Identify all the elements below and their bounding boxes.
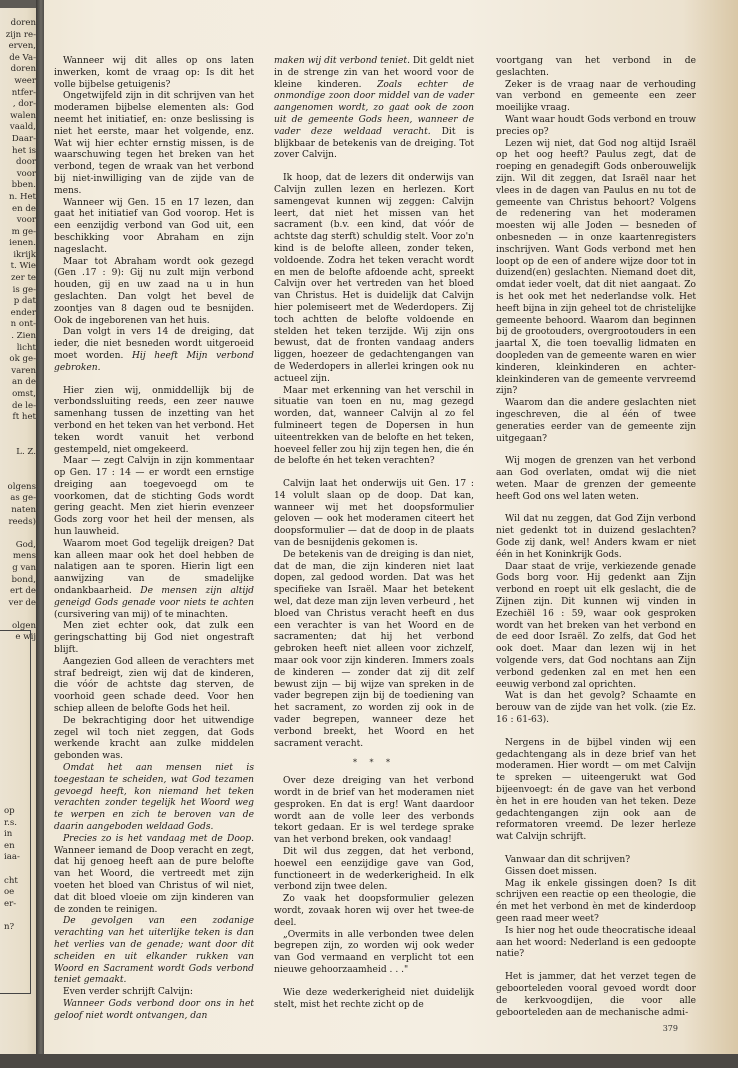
body-text: Ongetwijfeld zijn in dit schrijven van het moderamen bijbelse elementen als: God neemt het initiatief, en: onze beslissing is niet het eerste, maar het volgende, enz. Wat wij hier echter ernstig missen, is de waarschuwing tegen het breken van het verbond, tegen de wraak van het verbond bij niet-inwilliging van de zijde van de mens. (54, 91, 254, 196)
paragraph (54, 327, 254, 374)
fragment-line: . Zien (11, 331, 36, 342)
paragraph (274, 479, 474, 550)
fragment-line: er- (4, 898, 17, 909)
body-text: Mag ik enkele gissingen doen? Is dit schrijven een reactie op een theologie, die én met het verbond èn met de kinderdoop geen raad meer weet? (496, 878, 696, 924)
left-page-box-fragments (4, 806, 32, 934)
fragment-line: bond, (11, 574, 36, 585)
paragraph (496, 972, 696, 1019)
fragment-line: de Va- (9, 52, 36, 63)
body-text: (cursivering van mij) of te minachten. (54, 609, 229, 620)
fragment-line: olgens (7, 481, 36, 492)
fragment-line: n. Het (8, 191, 36, 202)
paragraph (54, 834, 254, 917)
body-text: Calvijn laat het onderwijs uit Gen. 17 : 14 volult slaan op de doop. Dat kan, wanneer wij met het doopsformulier geloven — ook het moderamen citeert het doopsformulier — dat de doop in de plaats van de besnijdenis gekomen is. (274, 479, 474, 549)
fragment-line: Daar- (11, 133, 36, 144)
body-text: Wie deze wederkerigheid niet duidelijk stelt, mist het rechte zicht op de (274, 987, 474, 1010)
paragraph (54, 456, 254, 539)
section-separator: * * * (352, 758, 396, 768)
page-number: 379 (662, 1024, 678, 1033)
fragment-line: zijn re- (5, 29, 36, 40)
body-text: Zo vaak het doopsformulier gelezen wordt, zovaak horen wij over het twee-de deel. (274, 894, 474, 928)
text-column-1 (54, 56, 254, 1023)
fragment-line: an de (12, 377, 36, 388)
fragment-line: n ont- (10, 319, 36, 330)
fragment-line: weer (14, 75, 36, 86)
bottom-shadow (0, 1054, 738, 1068)
body-text: Dit wil dus zeggen, dat het verbond, hoewel een eenzijdige gave van God, functioneert in de wederkerigheid. In elk verbond zijn twee delen. (274, 847, 474, 893)
text-column-2 (274, 56, 474, 1011)
body-text: Over deze dreiging van het verbond wordt in de brief van het moderamen niet gesproken. En dat is erg! Want daardoor wordt aan de volle leer des verbonds tekort gedaan. Er is wel terdege sprake van het verbond breken, ook vandaag! (274, 776, 474, 846)
fragment-line: voor (16, 168, 36, 179)
body-text: Wanneer wij Gen. 15 en 17 lezen, dan gaat het initiatief van God voorop. Het is een eenzijdig verbond van God uit, een beschikking voor Abraham en zijn nageslacht. (54, 197, 254, 255)
fragment-line: omst, (12, 389, 36, 399)
paragraph (496, 926, 696, 961)
fragment-line: varen (11, 365, 36, 376)
paragraph (496, 855, 696, 867)
fragment-line: naten (11, 504, 36, 515)
fragment-line: voor (16, 215, 36, 226)
paragraph (54, 56, 254, 91)
paragraph (274, 776, 474, 847)
fragment-line: olgen (11, 620, 36, 631)
paragraph (54, 763, 254, 834)
fragment-line (2, 435, 36, 447)
fragment-line (2, 459, 36, 471)
paragraph (54, 657, 254, 716)
italic-text: Precies zo is het vandaag met de Doop. (63, 833, 254, 844)
body-text: Dan volgt in vers 14 de dreiging, dat ieder, die niet besneden wordt uitgeroeid moet worden. (54, 327, 254, 361)
italic-text: De gevolgen van een zodanige verachting van het uiterlijke teken is dan het verlies van de genade; want door dit scheiden en uit elkander rukken van Woord en Sacrament wordt Gods verbond teniet gemaakt. (54, 916, 254, 986)
fragment-line: ver de (8, 597, 36, 608)
fragment-line: erven, (8, 41, 36, 52)
paragraph (54, 916, 254, 987)
paragraph (496, 879, 696, 926)
body-text: Waarom dan die andere geslachten niet ingeschreven, die al één of twee generaties eerder van de gemeente zijn uitgegaan? (496, 398, 696, 444)
fragment-line: doren (10, 18, 36, 28)
fragment-line: ok ge- (9, 354, 36, 365)
body-text: De bekrachtiging door het uitwendige zegel wil toch niet zeggen, dat Gods werkende kracht aan zulke middelen gebonden was. (54, 715, 254, 762)
left-page-edge (0, 8, 38, 1058)
fragment-line: vaald, (9, 122, 36, 133)
body-text: Is hier nog het oude theocratische ideaal aan het woord: Nederland is een gedoopte natie? (496, 925, 696, 960)
fragment-line (2, 528, 36, 540)
paragraph (54, 621, 254, 656)
body-text: Waarom moet God tegelijk dreigen? Dat kan alleen maar ook het doel hebben de nalatigen aan te sporen. Hierin ligt een aanwijzing van de smadelijke ondankbaarheid. (54, 538, 254, 597)
paragraph (54, 987, 254, 999)
fragment-line: ntfer- (11, 87, 36, 98)
fragment-line: mens (12, 551, 36, 562)
fragment-line: ender (10, 307, 36, 318)
fragment-line: en (4, 840, 15, 851)
fragment-line: oe (4, 887, 15, 898)
fragment-line: L. Z. (16, 446, 36, 457)
body-text: Dit geldt niet in de strenge zin van het woord voor de kleine kinderen. (274, 56, 474, 90)
paragraph (496, 738, 696, 844)
fragment-line: cht (4, 875, 18, 886)
body-text: Wanneer iemand de Doop veracht en zegt, dat hij genoeg heeft aan de pure belofte van het Woord, die vertreedt met zijn voeten het bloed van Christus of wil niet, dat dit bloed vloeie om zijn kinderen van de zonden te reinigen. (54, 845, 254, 915)
paragraph (496, 80, 696, 115)
paragraph (54, 198, 254, 257)
fragment-line: ikrijk (13, 249, 36, 260)
body-text: Hier zien wij, onmiddellijk bij de verbondssluiting reeds, een zeer nauwe samenhang tussen de inzetting van het verbond en het teken van het verbond. Het teken wordt vanuit het verbond gestempeld, niet omgekeerd. (54, 385, 254, 455)
paragraph (274, 894, 474, 929)
paragraph (54, 257, 254, 328)
paragraph (496, 691, 696, 726)
fragment-line (2, 609, 36, 621)
paragraph (54, 91, 254, 197)
body-text: Ik hoop, dat de lezers dit onderwijs van Calvijn zullen lezen en herlezen. Kort samengevat kunnen wij zeggen: Calvijn leert, dat niet het missen van het sacrament (b.v. een kind, dat vóór de achtste dag sterft) schuldig stelt. Voor zo'n kind is de belofte alleen, zonder teken, voldoende. Zodra het teken veracht wordt en men de belofte afdoende acht, spreekt Calvijn over het vertreden van het bloed van Christus. Het is duidelijk dat Calvijn hier polemiseert met de Wederdopers. Zij toch achtten de belofte voldoende en stelden het teken terzijde. Wij zijn ons bewust, dat de fronten vandaag anders liggen, hoezeer de gedachtengangen van de Wederdopers in allerlei kringen ook nu actueel zijn. (274, 173, 474, 384)
paragraph (274, 550, 474, 751)
fragment-line: doren (10, 64, 36, 75)
fragment-line: God, (15, 539, 36, 550)
body-text: Lezen wij niet, dat God nog altijd Israël op het oog heeft? Paulus zegt, dat de roeping en genadegift Gods onberouwelijk zijn. Wil dit zeggen, dat Israël naar het vlees in de dagen van Paulus en nu tot de gemeente van Christus behoort? Volgens de redenering van het moderamen moesten wij alle Joden — besneden of onbesneden — in onze kaartenregisters inschrijven. Want Gods verbond met hen loopt op de een of andere wijze door tot in duizend(en) geslachten. Niemand doet dit, omdat ieder voelt, dat dit niet aangaat. Zo is het ook met het nederlandse volk. Het heeft bijna in zijn geheel tot de christelijke gemeente behoord. Waarom dan beginnen bij de grootouders, overgrootouders in een jaartal X, die toen toevallig lidmaten en doopleden van de gemeente waren en wier kinderen, kleinkinderen en achter-kleinkinderen van de gemeente vervreemd zijn? (496, 138, 696, 397)
body-text: Daar staat de vrije, verkiezende genade Gods borg voor. Hij gedenkt aan Zijn verbond en roept uit elk geslacht, die de Zijnen zijn. Dit kunnen wij vinden in Ezechiël 16 : 59, waar ook gesproken wordt van het breken van het verbond en de eed door Israël. Zo zelfs, dat God het ook doet. Maar dan lezen wij in het volgende vers, dat God nochtans aan Zijn verbond gedenken zal en met hen een eeuwig verbond zal oprichten. (496, 561, 696, 690)
fragment-line: , dor- (12, 99, 36, 110)
fragment-line (2, 470, 36, 482)
text-column-3 (496, 56, 696, 1019)
fragment-line: door (16, 157, 36, 168)
body-text: Men ziet echter ook, dat zulk een geringschatting bij God niet ongestraft blijft. (54, 621, 254, 656)
body-text: voortgang van het verbond in de geslachten. (496, 56, 696, 78)
body-text: Gissen doet missen. (505, 866, 597, 877)
italic-text: maken wij dit verbond teniet. (274, 56, 410, 66)
body-text: Aangezien God alleen de verachters met straf bedreigt, zien wij dat de kinderen, die vóór de achtste dag sterven, de voorhoid geen schade deed. Voor hen schiep alleen de belofte Gods het heil. (54, 656, 254, 715)
fragment-line (2, 424, 36, 436)
paragraph (496, 139, 696, 399)
fragment-line: p dat (13, 296, 36, 307)
paragraph (274, 988, 474, 1012)
fragment-line: g van (12, 562, 36, 573)
left-page-text-fragments (2, 18, 36, 644)
paragraph (274, 386, 474, 469)
paragraph (274, 847, 474, 894)
body-text: Wat is dan het gevolg? Schaamte en berouw van de zijde van het volk. (zie Ez. 16 : 61-63). (496, 691, 696, 726)
fragment-line: as ge- (10, 493, 36, 504)
paragraph (54, 539, 254, 622)
fragment-line: n? (4, 921, 15, 932)
italic-text: Wanneer Gods verbond door ons in het geloof niet wordt ontvangen, dan (54, 998, 254, 1021)
italic-text: Hij heeft Mijn verbond gebroken. (54, 350, 254, 373)
paragraph (496, 867, 696, 879)
body-text: Maar met erkenning van het verschil in situatie van toen en nu, mag gezegd worden, dat, wanneer Calvijn al zo fel fulmineert tegen de Dopersen in hun uiteentrekken van de belofte en het teken, hoeveel feller zou hij zijn tegen hen, die én de belofte én het teken verachten? (274, 385, 474, 467)
fragment-line (4, 910, 32, 922)
paragraph (274, 56, 474, 162)
italic-text: Zoals echter de onmondige zoon door middel van de vader aangenomen wordt, zo gaat ook de zoon uit de gemeente Gods heen, wanneer de vader deze weldaad veracht. (274, 79, 474, 137)
body-text: Even verder schrijft Calvijn: (63, 987, 193, 998)
body-text: Nergens in de bijbel vinden wij een gedachtengang als in deze brief van het moderamen. Hier wordt — om met Calvijn te spreken — uiteengerukt wat God bijeenvoegt: én de gave van het verbond èn het in ere houden van het teken. Deze gedachtengangen zijn ook aan de reformatoren vreemd. De lezer herleze wat Calvijn schrijft. (496, 737, 696, 843)
body-text: Want waar houdt Gods verbond en trouw precies op? (496, 114, 696, 137)
fragment-line: bben. (11, 180, 36, 191)
fragment-line: r.s. (4, 817, 18, 828)
fragment-line: ft het (12, 412, 36, 423)
fragment-line: op (4, 806, 15, 816)
fragment-line: reeds) (8, 516, 36, 527)
body-text: De betekenis van de dreiging is dan niet, dat de man, die zijn kinderen niet laat dopen, zal gedood worden. Dat was het specifieke van Israël. Maar het betekent wel, dat deze man zijn leven verbeurd , het bloed van Christus veracht heeft en dus een verachter is van het Woord en de sacramenten; dat hij het verbond gebroken heeft niet alleen voor zichzelf, maar ook voor zijn kinderen. Immers zoals de kinderen — zonder dat zij dit zelf bewust zijn — bij wijze van spreken in de vader begrepen zijn bij de toediening van het sacrament, zo worden zij ook in de vader begrepen, wanneer deze het verbond breekt, het Woord en het sacrament veracht. (274, 549, 474, 749)
paragraph (496, 56, 696, 80)
italic-text: De mensen zijn altijd geneigd Gods genade voor niets te achten (54, 586, 255, 608)
body-text: Vanwaar dan dit schrijven? (505, 855, 631, 865)
paragraph (496, 456, 696, 503)
right-page (44, 0, 738, 1060)
body-text: Zeker is de vraag naar de verhouding van verbond en gemeente een zeer moeilijke vraag. (496, 79, 696, 114)
paragraph (496, 514, 696, 561)
italic-text: Omdat het aan mensen niet is toegestaan te scheiden, wat God tezamen gevoegd heeft, kon niemand het teken verachten zonder tegelijk het Woord weg te werpen en zich te beroven van de daarin aangeboden weldaad Gods. (54, 763, 254, 832)
fragment-line: t. Wie (10, 261, 36, 272)
fragment-line: ienen. (9, 238, 36, 249)
body-text: „Overmits in alle verbonden twee delen begrepen zijn, zo worden wij ook weder van God vermaand en verplicht tot een nieuwe gehoorzaamheid . . ." (274, 929, 474, 975)
fragment-line (4, 864, 32, 876)
paragraph (274, 930, 474, 977)
body-text: Wanneer wij dit alles op ons laten inwerken, komt de vraag op: Is dit het volle bijbelse getuigenis? (54, 56, 254, 90)
paragraph (54, 716, 254, 763)
body-text: Maar tot Abraham wordt ook gezegd (Gen .17 : 9): Gij nu zult mijn verbond houden, gij en uw zaad na u in hun geslachten. Dan volgt het bevel de zoontjes van 8 dagen oud te besnijden. Ook de ingeborenen van het huis. (54, 256, 254, 326)
paragraph (54, 386, 254, 457)
body-text: Het is jammer, dat het verzet tegen de geboorteleden vooral gevoed wordt door de kerkvoogdijen, die voor alle geboorteleden aan de mechanische admi- (496, 972, 696, 1018)
fragment-line: walen (10, 110, 36, 121)
paragraph (274, 173, 474, 385)
body-text: Maar — zegt Calvijn in zijn kommentaar op Gen. 17 : 14 — er wordt een ernstige dreiging aan toegevoegd om te voorkomen, dat de stichting Gods wordt gering geacht. Men ziet hierin evenzeer Gods zorg voor het heil der mensen, als hun lauwheid. (54, 456, 254, 538)
body-text: Wil dat nu zeggen, dat God Zijn verbond niet gedenkt tot in duizend geslachten? Gode zij dank, wel! Anders kwam er niet één in het Koninkrijk Gods. (496, 514, 696, 560)
fragment-line: m ge- (11, 226, 36, 237)
fragment-line: het is (12, 145, 36, 156)
fragment-line: licht (16, 342, 36, 353)
body-text: Dit is blijkbaar de betekenis van de dreiging. Tot zover Calvijn. (274, 126, 474, 161)
fragment-line: iaa- (4, 852, 20, 863)
paragraph (496, 115, 696, 139)
paragraph (496, 398, 696, 445)
paragraph (496, 562, 696, 692)
fragment-line: e wij (15, 632, 36, 643)
fragment-line: in (4, 829, 13, 840)
fragment-line: is ge- (12, 284, 36, 295)
body-text: Wij mogen de grenzen van het verbond aan God overlaten, omdat wij die niet weten. Maar de grenzen der gemeente heeft God ons wel laten weten. (496, 456, 696, 502)
fragment-line: ert de (10, 586, 36, 597)
fragment-line: en de (12, 203, 36, 214)
paragraph (54, 999, 254, 1023)
fragment-line: de le- (11, 400, 36, 411)
fragment-line: zer te (11, 273, 36, 284)
